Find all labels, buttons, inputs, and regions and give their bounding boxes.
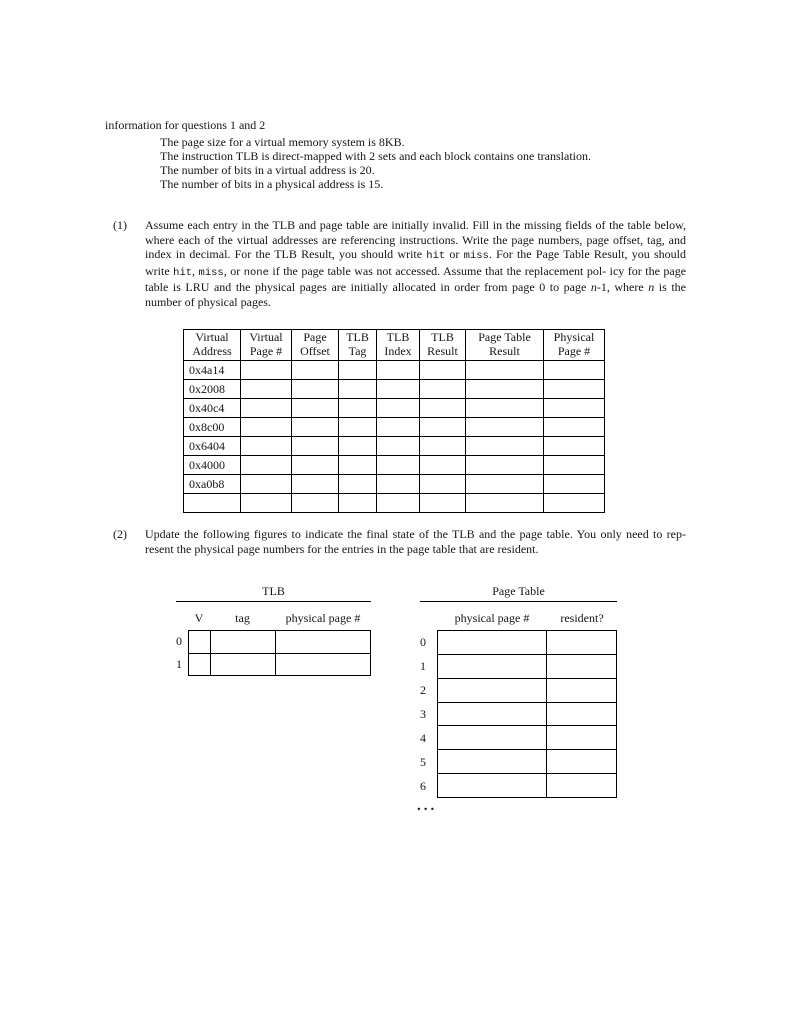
virtual-address-cell <box>184 494 241 513</box>
col-header-page-offset: Page Offset <box>292 330 339 361</box>
table-row <box>184 475 605 494</box>
q1-mono-miss: miss <box>463 250 489 263</box>
q1-var-n: n <box>648 280 655 295</box>
page-table-blank-cell <box>438 631 547 655</box>
col-header-tlb-index: TLB Index <box>377 330 420 361</box>
q1-mono-hit: hit <box>173 266 193 279</box>
info-line: The number of bits in a physical address is 15. <box>160 177 384 191</box>
page-table-row-label: 2 <box>420 683 426 697</box>
tlb-blank-cell <box>275 653 370 676</box>
page-table-blank-cell <box>547 750 617 774</box>
blank-cell <box>339 494 377 513</box>
question-2-text: Update the following figures to indicate the final state of the TLB and the page table. You only need to rep- resent the physical page numbers for the entries in the page table that are resident. <box>145 527 686 556</box>
tlb-grid-row <box>189 653 371 676</box>
page-table-row-label: 3 <box>420 707 426 721</box>
page-table-ellipsis: ... <box>417 798 438 814</box>
page-table-grid-row <box>438 654 617 678</box>
blank-cell <box>292 399 339 418</box>
question-1-text <box>145 218 686 310</box>
page-table-blank-cell <box>547 678 617 702</box>
q1-var-n: n <box>590 280 597 295</box>
blank-cell <box>339 456 377 475</box>
blank-cell <box>339 399 377 418</box>
virtual-address-cell: 0x4000 <box>184 456 241 475</box>
blank-cell <box>466 380 544 399</box>
info-lines <box>160 135 591 191</box>
page-table-header-resident: resident? <box>560 611 604 625</box>
tlb-blank-cell <box>210 631 275 654</box>
blank-cell <box>377 399 420 418</box>
blank-cell <box>292 361 339 380</box>
info-line: The number of bits in a virtual address is 20. <box>160 163 375 177</box>
question-1 <box>113 218 686 310</box>
question-1-number: (1) <box>113 218 127 232</box>
page-table-blank-cell <box>547 702 617 726</box>
tlb-figure-title: TLB <box>262 584 285 598</box>
blank-cell <box>339 437 377 456</box>
col-header-physical-page: Physical Page # <box>544 330 605 361</box>
virtual-address-cell: 0xa0b8 <box>184 475 241 494</box>
page-table-grid-table <box>437 630 617 798</box>
blank-cell <box>377 380 420 399</box>
blank-cell <box>241 380 292 399</box>
blank-cell <box>466 361 544 380</box>
tlb-grid-table <box>188 630 371 676</box>
page-table-header-physical-page: physical page # <box>454 611 530 625</box>
col-header-tlb-tag: TLB Tag <box>339 330 377 361</box>
blank-cell <box>420 361 466 380</box>
page-table-row-label: 5 <box>420 755 426 769</box>
page-table-grid-row <box>438 726 617 750</box>
page-table-blank-cell <box>438 750 547 774</box>
virtual-address-cell: 0x8c00 <box>184 418 241 437</box>
tlb-header-valid: V <box>194 611 204 625</box>
blank-cell <box>420 418 466 437</box>
blank-cell <box>339 418 377 437</box>
table-row <box>184 380 605 399</box>
blank-cell <box>420 380 466 399</box>
page-table-figure <box>417 584 617 814</box>
page-table-row-label: 4 <box>420 731 426 745</box>
virtual-address-cell: 0x6404 <box>184 437 241 456</box>
blank-cell <box>377 437 420 456</box>
tlb-blank-cell <box>189 631 211 654</box>
table-row <box>184 418 605 437</box>
blank-cell <box>241 456 292 475</box>
q1-text-segment: -1, where <box>596 280 649 295</box>
page-table-grid-row <box>438 678 617 702</box>
blank-cell <box>544 361 605 380</box>
question-2-number: (2) <box>113 527 127 541</box>
page-table-blank-cell <box>547 774 617 798</box>
tlb-header-spacer <box>176 611 188 625</box>
blank-cell <box>377 361 420 380</box>
blank-cell <box>292 418 339 437</box>
tlb-row-label: 0 <box>176 634 182 648</box>
table-row <box>184 456 605 475</box>
blank-cell <box>241 475 292 494</box>
blank-cell <box>292 494 339 513</box>
blank-cell <box>420 399 466 418</box>
page-table-row-label: 0 <box>420 635 426 649</box>
blank-cell <box>544 399 605 418</box>
tlb-blank-cell <box>210 653 275 676</box>
col-header-virtual-page: Virtual Page # <box>241 330 292 361</box>
q1-text-segment: Assume each entry in the TLB and page table are initially invalid. Fill in the missing fields of the table below, where each of the virtual addresses are referencing instructions. Write the page numbers, page offset, tag, and index in decimal. For the TLB Result, you should write <box>145 218 686 262</box>
blank-cell <box>292 380 339 399</box>
blank-cell <box>466 437 544 456</box>
blank-cell <box>466 456 544 475</box>
page-table-grid-row <box>438 750 617 774</box>
blank-cell <box>241 494 292 513</box>
page-table-blank-cell <box>438 774 547 798</box>
blank-cell <box>241 437 292 456</box>
blank-cell <box>544 437 605 456</box>
tlb-header-physical-page: physical page # <box>285 611 361 625</box>
table-row <box>184 361 605 380</box>
blank-cell <box>339 361 377 380</box>
page-table-title-rule <box>420 601 617 602</box>
page-table-blank-cell <box>547 654 617 678</box>
blank-cell <box>377 418 420 437</box>
q1-address-table <box>183 329 605 513</box>
blank-cell <box>292 437 339 456</box>
page-table-blank-cell <box>438 726 547 750</box>
blank-cell <box>241 361 292 380</box>
tlb-header-tag: tag <box>235 611 250 625</box>
table-row <box>184 494 605 513</box>
blank-cell <box>377 456 420 475</box>
page-table-grid-body <box>420 630 617 798</box>
tlb-blank-cell <box>189 653 211 676</box>
q1-text-segment: or <box>445 247 464 262</box>
tlb-grid-row <box>189 631 371 654</box>
q1-text-segment: . For the Page Table Result, you should write <box>145 247 686 278</box>
page-table-column-headers <box>420 611 617 625</box>
blank-cell <box>466 475 544 494</box>
blank-cell <box>339 475 377 494</box>
col-header-tlb-result: TLB Result <box>420 330 466 361</box>
tlb-blank-cell <box>275 631 370 654</box>
page-table-row-label: 6 <box>420 779 426 793</box>
page-table-blank-cell <box>438 678 547 702</box>
info-line: The instruction TLB is direct-mapped with 2 sets and each block contains one translation. <box>160 149 592 163</box>
tlb-row-label: 1 <box>176 657 182 671</box>
question-2 <box>113 527 686 556</box>
blank-cell <box>544 494 605 513</box>
q1-mono-none: none <box>243 266 269 279</box>
blank-cell <box>241 399 292 418</box>
blank-cell <box>466 399 544 418</box>
page-table-grid-row <box>438 702 617 726</box>
blank-cell <box>377 494 420 513</box>
blank-cell <box>466 418 544 437</box>
page-table-row-label: 1 <box>420 659 426 673</box>
blank-cell <box>420 494 466 513</box>
info-line: The page size for a virtual memory system is 8KB. <box>160 135 405 149</box>
table-row <box>184 437 605 456</box>
page-table-row-labels <box>420 630 437 798</box>
blank-cell <box>544 418 605 437</box>
tlb-row-labels <box>176 630 188 676</box>
page-table-grid-row <box>438 631 617 655</box>
blank-cell <box>339 380 377 399</box>
blank-cell <box>544 456 605 475</box>
virtual-address-cell: 0x2008 <box>184 380 241 399</box>
page-table-header-spacer <box>420 611 437 625</box>
blank-cell <box>420 456 466 475</box>
page-table-blank-cell <box>547 631 617 655</box>
blank-cell <box>377 475 420 494</box>
page-table-blank-cell <box>547 726 617 750</box>
page-table-blank-cell <box>438 654 547 678</box>
blank-cell <box>241 418 292 437</box>
q1-mono-hit: hit <box>426 250 446 263</box>
q1-text-segment: , <box>192 263 199 278</box>
virtual-address-cell: 0x4a14 <box>184 361 241 380</box>
blank-cell <box>544 475 605 494</box>
col-header-page-table-result: Page Table Result <box>466 330 544 361</box>
virtual-address-cell: 0x40c4 <box>184 399 241 418</box>
q1-mono-miss: miss <box>198 266 224 279</box>
tlb-title-rule <box>176 601 371 602</box>
col-header-virtual-address: Virtual Address <box>184 330 241 361</box>
blank-cell <box>292 456 339 475</box>
tlb-column-headers <box>176 611 371 625</box>
tlb-grid-body <box>176 630 371 676</box>
table-row <box>184 399 605 418</box>
page-table-blank-cell <box>438 702 547 726</box>
q1-text-segment: if the page table was not accessed. Assume that the replacement pol- icy for the page table is LRU and the physical pages are initially allocated in order from page 0 to page <box>145 263 687 295</box>
blank-cell <box>420 475 466 494</box>
blank-cell <box>466 494 544 513</box>
q1-text-segment: , or <box>223 263 244 278</box>
blank-cell <box>420 437 466 456</box>
page-table-grid-row <box>438 774 617 798</box>
page-table-figure-title: Page Table <box>492 584 545 598</box>
header-row <box>184 330 605 361</box>
q1-text-segment: is the number of physical pages. <box>145 280 686 309</box>
blank-cell <box>292 475 339 494</box>
blank-cell <box>544 380 605 399</box>
intro-heading: information for questions 1 and 2 <box>105 118 266 132</box>
tlb-figure <box>176 584 371 676</box>
